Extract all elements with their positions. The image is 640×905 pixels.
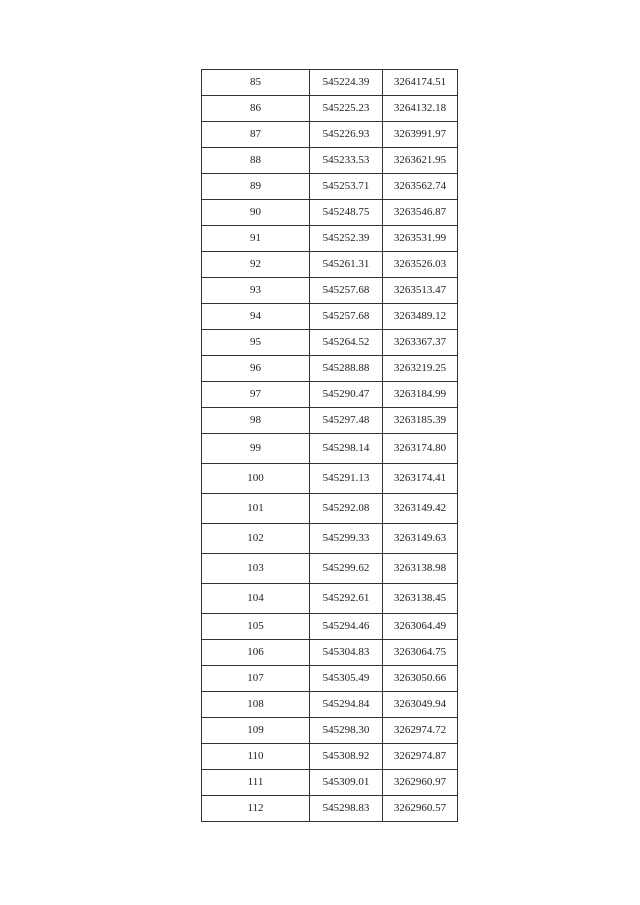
point-number: 85 (202, 70, 310, 96)
y-coordinate: 3263621.95 (383, 148, 458, 174)
x-coordinate: 545290.47 (310, 382, 383, 408)
point-number: 105 (202, 614, 310, 640)
y-coordinate: 3262960.97 (383, 770, 458, 796)
table-row (202, 122, 458, 148)
point-number: 100 (202, 464, 310, 494)
table-row (202, 330, 458, 356)
table-row (202, 382, 458, 408)
y-coordinate: 3263513.47 (383, 278, 458, 304)
table-row (202, 554, 458, 584)
table-row (202, 148, 458, 174)
x-coordinate: 545305.49 (310, 666, 383, 692)
x-coordinate: 545298.83 (310, 796, 383, 822)
point-number: 89 (202, 174, 310, 200)
y-coordinate: 3264132.18 (383, 96, 458, 122)
x-coordinate: 545233.53 (310, 148, 383, 174)
point-number: 93 (202, 278, 310, 304)
table-row (202, 174, 458, 200)
point-number: 91 (202, 226, 310, 252)
x-coordinate: 545298.14 (310, 434, 383, 464)
point-number: 88 (202, 148, 310, 174)
point-number: 110 (202, 744, 310, 770)
x-coordinate: 545253.71 (310, 174, 383, 200)
y-coordinate: 3262974.72 (383, 718, 458, 744)
x-coordinate: 545261.31 (310, 252, 383, 278)
y-coordinate: 3263050.66 (383, 666, 458, 692)
table-row (202, 770, 458, 796)
point-number: 107 (202, 666, 310, 692)
y-coordinate: 3263064.49 (383, 614, 458, 640)
table-row (202, 524, 458, 554)
table-row (202, 666, 458, 692)
x-coordinate: 545299.33 (310, 524, 383, 554)
point-number: 87 (202, 122, 310, 148)
point-number: 106 (202, 640, 310, 666)
x-coordinate: 545292.08 (310, 494, 383, 524)
x-coordinate: 545257.68 (310, 278, 383, 304)
table-row (202, 718, 458, 744)
point-number: 103 (202, 554, 310, 584)
y-coordinate: 3263526.03 (383, 252, 458, 278)
x-coordinate: 545292.61 (310, 584, 383, 614)
table-row (202, 200, 458, 226)
table-row (202, 96, 458, 122)
x-coordinate: 545257.68 (310, 304, 383, 330)
x-coordinate: 545226.93 (310, 122, 383, 148)
point-number: 99 (202, 434, 310, 464)
point-number: 104 (202, 584, 310, 614)
point-number: 96 (202, 356, 310, 382)
y-coordinate: 3263064.75 (383, 640, 458, 666)
point-number: 97 (202, 382, 310, 408)
point-number: 112 (202, 796, 310, 822)
y-coordinate: 3263531.99 (383, 226, 458, 252)
table-row (202, 584, 458, 614)
x-coordinate: 545294.84 (310, 692, 383, 718)
y-coordinate: 3263174.41 (383, 464, 458, 494)
y-coordinate: 3263049.94 (383, 692, 458, 718)
table-row (202, 692, 458, 718)
x-coordinate: 545297.48 (310, 408, 383, 434)
x-coordinate: 545248.75 (310, 200, 383, 226)
y-coordinate: 3263562.74 (383, 174, 458, 200)
x-coordinate: 545294.46 (310, 614, 383, 640)
y-coordinate: 3263138.45 (383, 584, 458, 614)
table-row (202, 494, 458, 524)
point-number: 102 (202, 524, 310, 554)
y-coordinate: 3263185.39 (383, 408, 458, 434)
point-number: 108 (202, 692, 310, 718)
table-row (202, 640, 458, 666)
x-coordinate: 545264.52 (310, 330, 383, 356)
y-coordinate: 3263367.37 (383, 330, 458, 356)
y-coordinate: 3263138.98 (383, 554, 458, 584)
point-number: 90 (202, 200, 310, 226)
coordinate-table-body (202, 70, 458, 822)
table-row (202, 464, 458, 494)
x-coordinate: 545298.30 (310, 718, 383, 744)
x-coordinate: 545291.13 (310, 464, 383, 494)
y-coordinate: 3263219.25 (383, 356, 458, 382)
y-coordinate: 3263546.87 (383, 200, 458, 226)
y-coordinate: 3263149.63 (383, 524, 458, 554)
point-number: 92 (202, 252, 310, 278)
y-coordinate: 3263991.97 (383, 122, 458, 148)
point-number: 86 (202, 96, 310, 122)
table-row (202, 796, 458, 822)
x-coordinate: 545304.83 (310, 640, 383, 666)
table-row (202, 614, 458, 640)
table-row (202, 434, 458, 464)
point-number: 109 (202, 718, 310, 744)
x-coordinate: 545252.39 (310, 226, 383, 252)
point-number: 94 (202, 304, 310, 330)
table-row (202, 356, 458, 382)
y-coordinate: 3263174.80 (383, 434, 458, 464)
y-coordinate: 3264174.51 (383, 70, 458, 96)
x-coordinate: 545309.01 (310, 770, 383, 796)
coordinate-table (201, 69, 458, 822)
y-coordinate: 3262960.57 (383, 796, 458, 822)
table-row (202, 304, 458, 330)
table-row (202, 278, 458, 304)
x-coordinate: 545299.62 (310, 554, 383, 584)
y-coordinate: 3262974.87 (383, 744, 458, 770)
table-row (202, 252, 458, 278)
y-coordinate: 3263184.99 (383, 382, 458, 408)
y-coordinate: 3263489.12 (383, 304, 458, 330)
table-row (202, 226, 458, 252)
x-coordinate: 545225.23 (310, 96, 383, 122)
table-row (202, 744, 458, 770)
point-number: 98 (202, 408, 310, 434)
table-row (202, 408, 458, 434)
table-row (202, 70, 458, 96)
y-coordinate: 3263149.42 (383, 494, 458, 524)
x-coordinate: 545288.88 (310, 356, 383, 382)
point-number: 101 (202, 494, 310, 524)
x-coordinate: 545224.39 (310, 70, 383, 96)
point-number: 95 (202, 330, 310, 356)
point-number: 111 (202, 770, 310, 796)
x-coordinate: 545308.92 (310, 744, 383, 770)
